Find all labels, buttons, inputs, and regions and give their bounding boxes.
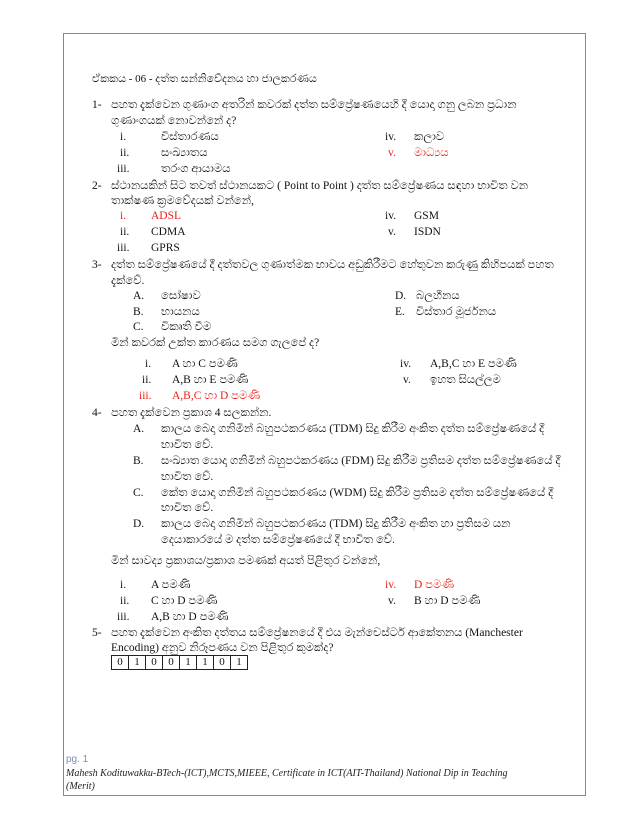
q4-option-num: v. <box>388 595 396 607</box>
q4-statement-label: B. <box>133 455 144 467</box>
q3-item-text: සෝෂාව <box>161 290 201 302</box>
q3-answer-num: iii. <box>139 390 152 402</box>
q4-statement-label: C. <box>133 487 144 499</box>
q3-option-text: ඉහත සියල්ලම <box>430 374 501 386</box>
q3-option-num: ii. <box>142 374 152 386</box>
q4-option-num: ii. <box>120 595 130 607</box>
q1-answer-num: v. <box>388 147 396 159</box>
q3-text-line1: දත්ත සම්ප්‍රේෂණයේ දී දත්තවල ගුණාත්මක භාවය අඩුකිරීමට හේතුවන කරුණු කිහිපයක් පහත <box>111 259 554 271</box>
q3-item-text: විස්තාර මූර්ජනය <box>416 306 497 318</box>
q3-item-label: A. <box>133 290 145 302</box>
q1-text-line1: පහත දැක්වෙන ගුණාංග අතරින් කවරක් දත්ත සම්ප්‍රේෂණයෙහි දී යොදා ගනු ලබන ප්‍රධාන <box>111 99 517 111</box>
q4-option-text: A පමණි <box>151 579 191 591</box>
bit-cell: 0 <box>163 656 180 670</box>
q3-item-text: බලහීනය <box>416 290 460 302</box>
q4-statement-line1: කාලය බෙදා ගනිමින් බහුපථකරණය (TDM) සිදු කිරීම අංකිත හා ප්‍රතිසම යන <box>161 518 511 530</box>
q1-option-num: iv. <box>385 131 397 143</box>
q3-option-num: v. <box>403 374 411 386</box>
q1-answer-text: මාධ්‍යය <box>414 147 449 159</box>
q2-number: 2- <box>92 180 102 192</box>
q3-item-label: B. <box>133 306 144 318</box>
q5-number: 5- <box>92 627 102 639</box>
q4-statement-line1: කාලය බෙදා ගනිමින් බහුපථකරණය (TDM) සිදු කිරීම අංකිත දත්ත සම්ප්‍රේෂණයේ දී <box>161 423 545 435</box>
q3-item-text: භායනය <box>161 306 200 318</box>
footer-author-line1: Mahesh Kodituwakku-BTech-(ICT),MCTS,MIEEE, Certificate in ICT(AIT-Thailand) National Dip in Teaching <box>66 768 508 779</box>
q2-option-text: CDMA <box>151 226 186 238</box>
q2-text-line2: තාක්ෂණ ක්‍රමවේදයක් වන්නේ, <box>111 195 254 207</box>
q3-prompt: මින් කවරක් උක්ත කාරණය සමග ගැලපේ ද? <box>111 337 320 349</box>
q1-option-num: iii. <box>117 163 130 175</box>
q2-option-text: GSM <box>414 210 439 222</box>
q4-answer-text: D පමණි <box>414 579 455 591</box>
q3-option-num: i. <box>145 358 152 370</box>
q2-text-line1: ස්ථානයකින් සිට තවත් ස්ථානයකට ( Point to Point ) දත්ත සම්ප්‍රේෂණය සඳහා භාවිත වන <box>111 180 529 192</box>
q4-option-text: B හා D පමණි <box>414 595 481 607</box>
bit-cell: 1 <box>231 656 248 670</box>
bit-cell: 1 <box>129 656 146 670</box>
q2-option-text: ISDN <box>414 226 441 238</box>
q1-option-num: ii. <box>120 147 130 159</box>
bit-sequence-table <box>111 655 248 670</box>
q3-item-label: D. <box>395 290 407 302</box>
q3-item-text: විකෘති වීම <box>161 321 212 333</box>
bit-cell: 1 <box>180 656 197 670</box>
q5-text-line2: Encoding) අනුව නිරූපණය වන පිළිතුර කුමක්ද? <box>111 642 334 654</box>
q3-answer-text: A,B,C හා D පමණි <box>172 390 261 402</box>
q4-statement-line2: දෙයාකාරයේ ම දත්ත සම්ප්‍රේෂණයේ දී භාවිත වේ. <box>161 534 395 546</box>
q3-text-line2: දැක්වේ. <box>111 275 145 287</box>
q4-answer-num: iv. <box>385 579 397 591</box>
q4-statement-line1: සංඛ්‍යාත යොදා ගනිමින් බහුපථකරණය (FDM) සිදු කිරීම ප්‍රතිසම දත්ත සම්ප්‍රේෂණයේ දී <box>161 455 561 467</box>
page-number: pg. 1 <box>66 754 89 765</box>
q1-option-text: සංඛ්‍යාතය <box>161 147 208 159</box>
document-title: ඒකකය - 06 - දත්ත සන්නිවේදනය හා ජාලකරණය <box>92 73 317 85</box>
q4-text-line1: පහත දැක්වෙන ප්‍රකාශ 4 සලකන්න. <box>111 407 272 419</box>
q4-option-num: iii. <box>117 611 130 623</box>
q4-statement-label: D. <box>133 518 145 530</box>
q3-option-text: A හා C පමණි <box>172 358 238 370</box>
q4-prompt: මින් සාවද්‍ය ප්‍රකාශය/ප්‍රකාශ පමණක් අයත් පිළිතුර වන්නේ, <box>111 555 381 567</box>
q2-answer-num: i. <box>120 210 127 222</box>
q4-option-num: i. <box>120 579 127 591</box>
q1-option-num: i. <box>120 131 127 143</box>
q4-statement-line1: කේත යොදා ගනිමින් බහුපථකරණය (WDM) සිදු කිරීම ප්‍රතිසම දත්ත සම්ප්‍රේෂණයේ දී <box>161 487 554 499</box>
q1-option-text: තරංග ආයාමය <box>161 163 231 175</box>
bit-cell: 1 <box>197 656 214 670</box>
q4-statement-line2: භාවිත වේ. <box>161 471 214 483</box>
bit-cell: 0 <box>214 656 231 670</box>
q4-option-text: A,B හා D පමණි <box>151 611 229 623</box>
q2-option-num: iii. <box>117 242 130 254</box>
q1-text-line2: ගුණාංගයක් නොවන්නේ ද? <box>111 115 237 127</box>
q4-number: 4- <box>92 407 102 419</box>
q4-statement-label: A. <box>133 423 145 435</box>
bit-cell: 0 <box>112 656 129 670</box>
q3-option-text: A,B,C හා E පමණි <box>430 358 517 370</box>
bit-row <box>112 656 248 670</box>
q5-text-line1: පහත දැක්වෙන අංකිත දත්තය සම්ප්‍රේෂනයේ දී එය මැන්චෙස්ටර් ආකේතනය (Manchester <box>111 627 523 639</box>
q3-number: 3- <box>92 259 102 271</box>
q1-option-text: විස්තාරණය <box>161 131 219 143</box>
q3-option-text: A,B හා E පමණි <box>172 374 249 386</box>
q2-option-text: GPRS <box>151 242 180 254</box>
q2-option-num: v. <box>388 226 396 238</box>
q2-answer-text: ADSL <box>151 210 182 222</box>
q2-option-num: ii. <box>120 226 130 238</box>
q3-option-num: iv. <box>400 358 412 370</box>
q3-item-label: C. <box>133 321 144 333</box>
q3-item-label: E. <box>395 306 405 318</box>
q4-statement-line2: භාවිත වේ. <box>161 502 214 514</box>
footer-author-line2: (Merit) <box>66 781 95 792</box>
q2-option-num: iv. <box>385 210 397 222</box>
q1-number: 1- <box>92 99 102 111</box>
q1-option-text: කලාව <box>414 131 445 143</box>
q4-statement-line2: භාවිත වේ. <box>161 439 214 451</box>
q4-option-text: C හා D පමණි <box>151 595 218 607</box>
bit-cell: 0 <box>146 656 163 670</box>
